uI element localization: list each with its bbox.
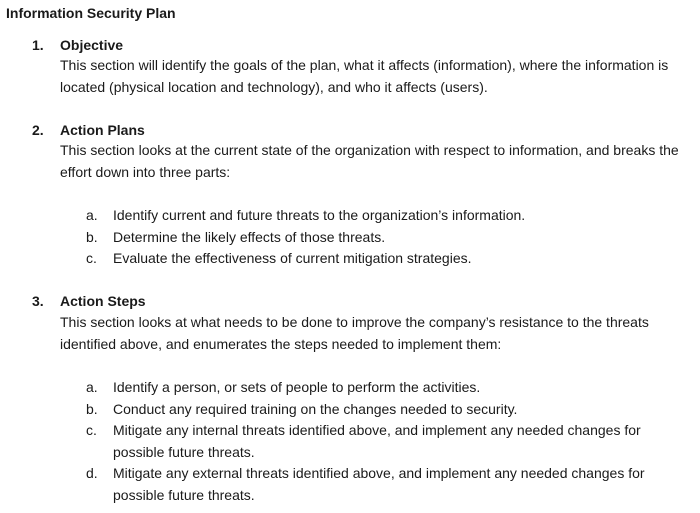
list-item-letter: b. xyxy=(86,401,98,417)
list-item xyxy=(86,399,694,421)
section-heading: Action Plans xyxy=(60,122,145,138)
section-number: 2. xyxy=(32,122,44,138)
list-item-text: Evaluate the effectiveness of current mitigation strategies. xyxy=(113,250,472,266)
list-item xyxy=(86,420,694,463)
list-item xyxy=(86,248,694,270)
list-item-text: Identify current and future threats to the organization’s information. xyxy=(113,207,526,223)
list-item-text: Determine the likely effects of those threats. xyxy=(113,229,386,245)
list-item-text: Conduct any required training on the changes needed to security. xyxy=(113,401,518,417)
list-item xyxy=(86,463,694,506)
section-body: This section looks at the current state of the organization with respect to information, and breaks the effort down into three parts: xyxy=(60,142,679,180)
list-item xyxy=(86,227,694,249)
section-body: This section looks at what needs to be done to improve the company’s resistance to the threats identified above, and enumerates the steps needed to implement them: xyxy=(60,314,649,352)
list-item-letter: c. xyxy=(86,422,97,438)
section-heading: Action Steps xyxy=(60,293,146,309)
list-item-text: Mitigate any internal threats identified above, and implement any needed changes for possible future threats. xyxy=(113,422,641,460)
section-heading: Objective xyxy=(60,37,124,53)
list-item-letter: a. xyxy=(86,207,98,223)
document-title: Information Security Plan xyxy=(6,5,176,21)
list-item xyxy=(86,205,694,227)
list-item-letter: d. xyxy=(86,465,98,481)
list-item xyxy=(86,377,694,399)
list-item-text: Identify a person, or sets of people to perform the activities. xyxy=(113,379,481,395)
section-number: 1. xyxy=(32,37,44,53)
section-body: This section will identify the goals of the plan, what it affects (information), where the information is located (physical location and technology), and who it affects (users). xyxy=(60,57,669,95)
list-item-letter: a. xyxy=(86,379,98,395)
list-item-letter: c. xyxy=(86,250,97,266)
section-number: 3. xyxy=(32,293,44,309)
list-item-letter: b. xyxy=(86,229,98,245)
list-item-text: Mitigate any external threats identified above, and implement any needed changes for possible future threats. xyxy=(113,465,645,503)
